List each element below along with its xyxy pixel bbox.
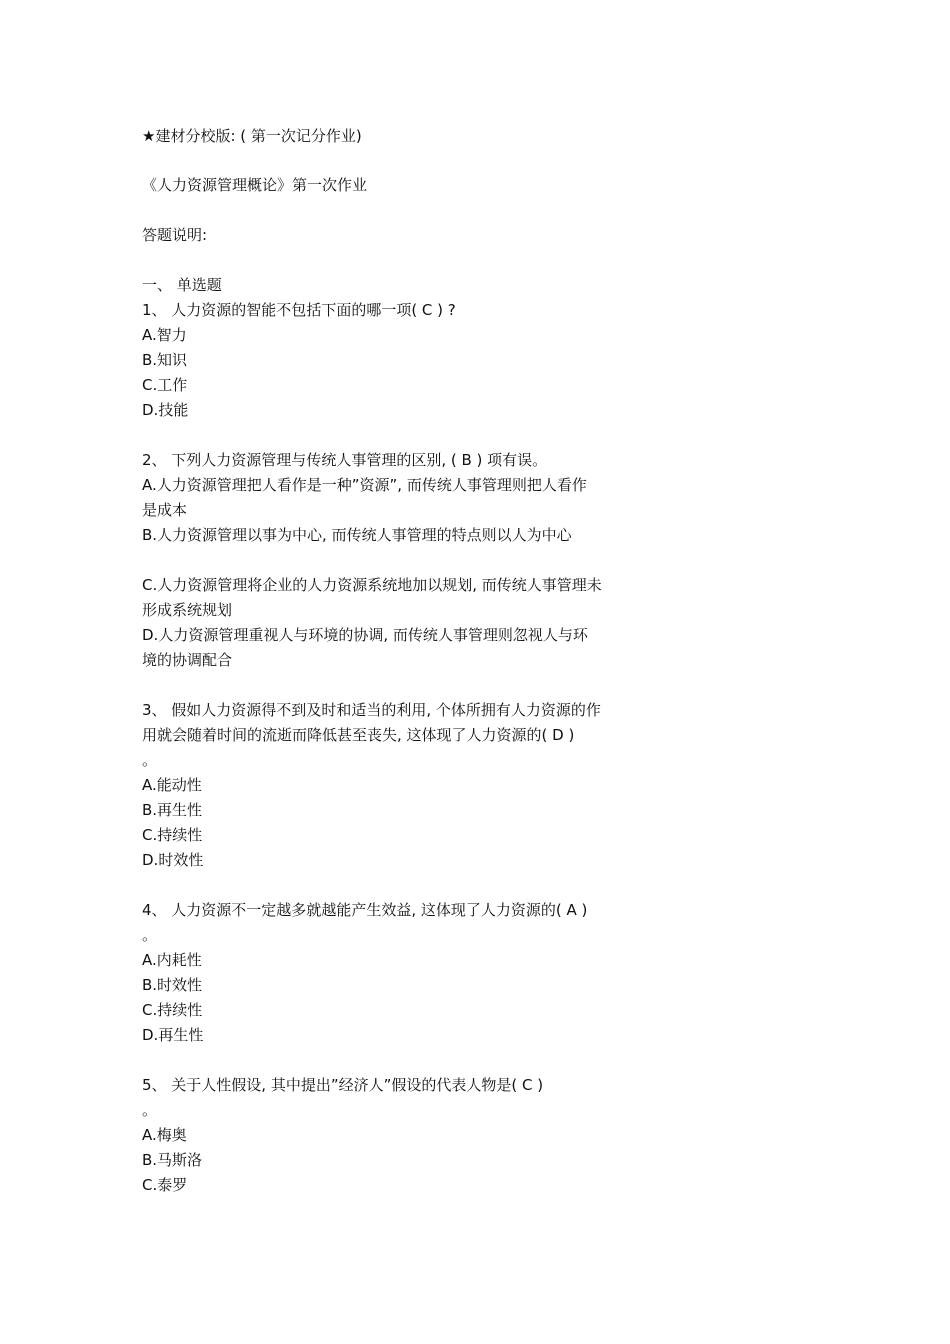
question-stem-continued: 用就会随着时间的流逝而降低甚至丧失, 这体现了人力资源的( D ) [142,726,575,744]
question-5 [142,1073,662,1198]
option-b: B.再生性 [142,801,203,819]
option-d: D.再生性 [142,1026,204,1044]
option-d: D.时效性 [142,851,204,869]
option-a: A.智力 [142,326,187,344]
question-stem: 2、 下列人力资源管理与传统人事管理的区别, ( B ) 项有误。 [142,451,548,469]
option-c: C.工作 [142,376,188,394]
option-c-continued: 形成系统规划 [142,601,233,619]
question-3 [142,698,662,873]
option-b: B.知识 [142,351,188,369]
question-stem-end: 。 [142,1101,158,1119]
question-stem: 5、 关于人性假设, 其中提出”经济人”假设的代表人物是( C ) [142,1076,544,1094]
option-a: A.梅奥 [142,1126,187,1144]
option-d: D.人力资源管理重视人与环境的协调, 而传统人事管理则忽视人与环 [142,626,588,644]
option-a: A.内耗性 [142,951,202,969]
course-title: 《人力资源管理概论》第一次作业 [142,176,368,194]
option-b: B.时效性 [142,976,203,994]
question-stem: 4、 人力资源不一定越多就越能产生效益, 这体现了人力资源的( A ) [142,901,588,919]
option-c: C.人力资源管理将企业的人力资源系统地加以规划, 而传统人事管理未 [142,576,602,594]
question-stem-end: 。 [142,751,158,769]
section-heading: 一、 单选题 [142,276,222,294]
option-d: D.技能 [142,401,189,419]
branch-line: ★建材分校版: ( 第一次记分作业) [142,127,362,145]
question-stem: 3、 假如人力资源得不到及时和适当的利用, 个体所拥有人力资源的作 [142,701,601,719]
option-a-continued: 是成本 [142,501,188,519]
option-d-continued: 境的协调配合 [142,651,233,669]
option-c: C.持续性 [142,1001,203,1019]
instructions-label: 答题说明: [142,226,208,244]
option-c: C.持续性 [142,826,203,844]
option-b: B.马斯洛 [142,1151,203,1169]
document-page [142,124,662,1198]
question-2 [142,448,662,673]
option-b: B.人力资源管理以事为中心, 而传统人事管理的特点则以人为中心 [142,526,572,544]
option-a: A.人力资源管理把人看作是一种”资源”, 而传统人事管理则把人看作 [142,476,587,494]
question-stem: 1、 人力资源的智能不包括下面的哪一项( C ) ? [142,301,456,319]
option-c: C.泰罗 [142,1176,188,1194]
question-4 [142,898,662,1048]
question-stem-end: 。 [142,926,158,944]
option-a: A.能动性 [142,776,202,794]
question-1 [142,298,662,423]
